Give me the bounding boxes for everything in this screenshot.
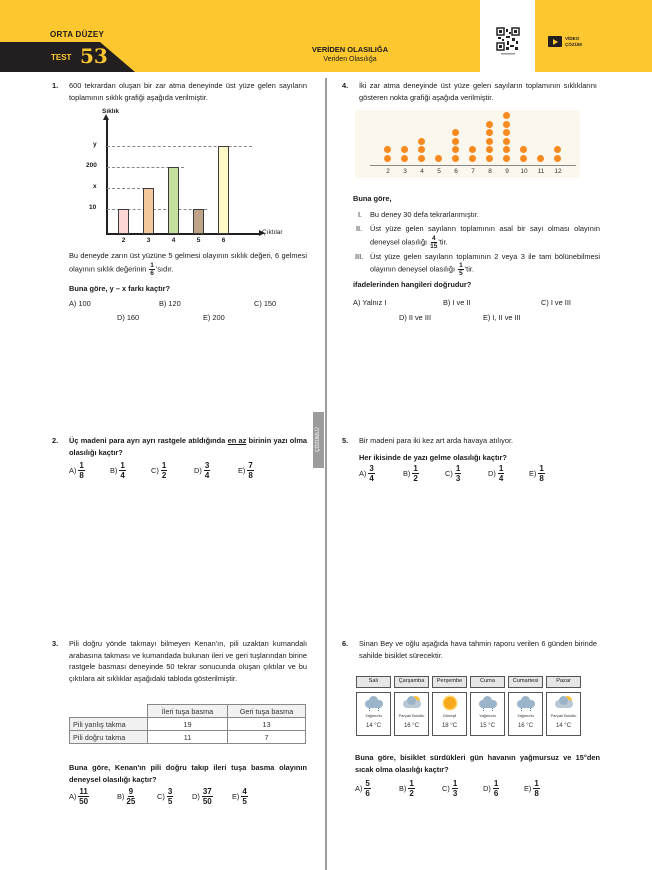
x-tick: 6: [454, 168, 458, 175]
statement-1: I. Bu deney 30 defa tekrarlanmıştır.: [358, 209, 479, 219]
option-a[interactable]: A) Yalnız I: [353, 297, 387, 307]
data-dot: [418, 155, 425, 162]
page-title: VERİDEN OLASILIĞA: [311, 45, 389, 54]
question-text: Sinan Bey ve oğlu aşağıda hava tahmin raporu verilen 6 günden birinde sahilde bisiklet sürecektir.: [359, 639, 597, 660]
data-dot: [520, 155, 527, 162]
option-a[interactable]: A) $\frac{11}{50}$: [69, 787, 89, 806]
partly-cloudy-icon: [552, 696, 576, 710]
day-label: Çarşamba: [394, 676, 429, 688]
x-tick: 12: [554, 168, 562, 175]
bar-6: [218, 146, 229, 234]
rain-cloud-icon: [362, 696, 386, 710]
side-tab: ÇÖZÜMLÜ: [313, 412, 324, 468]
partly-cloudy-icon: [400, 696, 424, 710]
option-c[interactable]: C) 150: [254, 299, 277, 308]
data-dot: [401, 155, 408, 162]
rain-cloud-icon: [514, 696, 538, 710]
x-tick: 7: [471, 168, 475, 175]
info-text: Bu deneyde zarın üst yüzüne 5 gelmesi olayının sıklık değeri, 6 gelmesi olayının sıklık değerinin: [69, 251, 307, 273]
question-prompt: ifadelerinden hangileri doğrudur?: [353, 280, 472, 289]
day-label: Salı: [356, 676, 391, 688]
option-e[interactable]: E) I, II ve III: [483, 312, 521, 322]
data-dot: [554, 155, 561, 162]
question-text: İki zar atma deneyinde üst yüze gelen sayıların toplamının sıklıklarını gösteren nokta grafiği aşağıda verilmiştir.: [359, 81, 597, 102]
frequency-bar-chart: [84, 110, 284, 245]
option-d[interactable]: D) $\frac{37}{50}$: [192, 787, 212, 806]
question-6-prompt: [355, 752, 600, 798]
x-tick: 4: [171, 237, 176, 244]
option-d[interactable]: D) $\frac{3}{4}$: [194, 461, 210, 480]
question-number: 3.: [52, 639, 59, 648]
data-dot: [452, 138, 459, 145]
statement-2: II. Üst yüze gelen sayıların toplamının asal bir sayı olması olayının deneysel olasılığı $\frac{4}{15}$ 'tir.: [356, 224, 600, 250]
weather-day: Cuma Yağmurlu 15 °C: [470, 676, 505, 736]
data-dot: [503, 112, 510, 119]
data-dot: [503, 121, 510, 128]
question-number: 2.: [52, 436, 59, 445]
option-e[interactable]: E) $\frac{4}{5}$: [232, 787, 247, 806]
answer-options: [69, 787, 307, 806]
data-dot: [503, 146, 510, 153]
table-cell: 19: [148, 718, 228, 731]
option-b[interactable]: B) $\frac{1}{2}$: [403, 464, 418, 483]
table-cell: 11: [148, 731, 228, 744]
table-row: [70, 718, 306, 731]
question-text: Üç madeni para ayrı ayrı rastgele atıldığında en az birinin yazı olma olasılığı kaçtır?: [69, 436, 308, 457]
question-prompt: Buna göre, y – x farkı kaçtır?: [69, 283, 171, 293]
column-header: Geri tuşa basma: [228, 705, 306, 718]
question-prompt: Buna göre, Kenan'ın pili doğru takıp ileri tuşa basma olayının deneysel olasılığı kaçtır?: [69, 763, 307, 784]
option-d[interactable]: D) $\frac{1}{6}$: [483, 779, 499, 798]
x-axis: [370, 165, 576, 166]
dot-plot-chart: [355, 110, 580, 178]
data-dot: [384, 155, 391, 162]
option-e[interactable]: E) $\frac{7}{8}$: [238, 461, 253, 480]
fraction: $\frac{1}{5}$: [459, 262, 463, 277]
question-text: 600 tekrardan oluşan bir zar atma deneyinde üst yüze gelen sayıların toplamının sıklık grafiği aşağıda verilmiştir.: [69, 81, 307, 102]
option-b[interactable]: B) 120: [159, 299, 181, 308]
x-tick: 6: [221, 237, 226, 244]
test-number: 53: [80, 44, 108, 68]
option-d[interactable]: D) 160: [117, 313, 140, 322]
answer-options: [69, 298, 307, 328]
question-1: [52, 80, 307, 103]
question-prompt: Her ikisinde de yazı gelme olasılığı kaçtır?: [359, 452, 507, 462]
question-3-prompt: [69, 762, 307, 806]
day-label: Cumartesi: [508, 676, 543, 688]
qr-box: [480, 0, 535, 72]
gridline: [107, 146, 252, 147]
video-label-line1: VİDEO: [565, 36, 580, 41]
option-b[interactable]: B) I ve II: [443, 297, 471, 307]
data-dot: [435, 155, 442, 162]
data-dot: [503, 155, 510, 162]
answer-options: [359, 464, 597, 483]
answer-options: [355, 779, 600, 798]
question-number: 6.: [342, 639, 349, 648]
data-dot: [486, 138, 493, 145]
data-dot: [503, 129, 510, 136]
option-c[interactable]: C) $\frac{1}{3}$: [445, 464, 461, 483]
option-a[interactable]: A) $\frac{5}{6}$: [355, 779, 370, 798]
option-e[interactable]: E) 200: [203, 313, 225, 322]
answer-options: [69, 461, 307, 480]
weather-day: Pazar Parçalı Bulutlu 14 °C: [546, 676, 581, 736]
statement-3: III. Üst yüze gelen sayıların toplamının 2 veya 3 ile tam bölünebilmesi olayının deneysel olasılığı $\frac{1}{5}$ 'tir.: [355, 251, 600, 277]
data-dot: [486, 121, 493, 128]
page-header: [0, 0, 652, 72]
option-c[interactable]: C) $\frac{1}{2}$: [151, 461, 167, 480]
data-dot: [452, 155, 459, 162]
question-3: [52, 638, 307, 684]
x-tick: 4: [420, 168, 424, 175]
data-dot: [554, 146, 561, 153]
question-text: Pili doğru yönde takmayı bilmeyen Kenan'ın, pili uzaktan kumandalı arabasına takması ve kumandada bulunan ileri ve geri tuşlarından birine rastgele basması deneyinde 50 tekrar sonucunda oluşan çıktılar ve bu çıktılara ait sıklıklar aşağıdaki tabloda gösterilmiştir.: [69, 639, 307, 683]
weather-day: Çarşamba Parçalı Bulutlu 16 °C: [394, 676, 429, 736]
y-axis: [106, 118, 108, 233]
weather-day: Perşembe Güneşli 18 °C: [432, 676, 467, 736]
column-divider: [325, 78, 327, 870]
table-cell: 13: [228, 718, 306, 731]
data-dot: [384, 146, 391, 153]
bar-4: [168, 167, 179, 234]
video-label-line2: ÇÖZÜM: [565, 41, 582, 47]
frequency-table: [69, 704, 306, 744]
row-header: Pili yanlış takma: [70, 718, 148, 731]
day-label: Perşembe: [432, 676, 467, 688]
data-dot: [418, 146, 425, 153]
x-axis-label: Çıktılar: [262, 229, 283, 236]
data-dot: [452, 129, 459, 136]
bar-5: [193, 209, 204, 234]
y-tick: y: [93, 141, 97, 148]
option-b[interactable]: B) $\frac{9}{25}$: [117, 787, 136, 806]
option-b[interactable]: B) $\frac{1}{2}$: [399, 779, 414, 798]
option-a[interactable]: A) 100: [69, 299, 91, 308]
x-tick: 9: [505, 168, 509, 175]
sun-icon: [438, 696, 462, 710]
bar-2: [118, 209, 129, 234]
option-c[interactable]: C) I ve III: [541, 297, 571, 307]
data-dot: [520, 146, 527, 153]
y-tick: 200: [86, 162, 97, 169]
data-dot: [418, 138, 425, 145]
video-solution-label: [565, 36, 582, 47]
option-a[interactable]: A) $\frac{3}{4}$: [359, 464, 374, 483]
data-dot: [486, 146, 493, 153]
page-subtitle: Veriden Olasılığa: [323, 56, 377, 63]
data-dot: [469, 155, 476, 162]
x-axis: [106, 233, 261, 235]
question-6: [342, 638, 597, 661]
answer-options: [353, 297, 600, 327]
column-header: İleri tuşa basma: [148, 705, 228, 718]
data-dot: [452, 146, 459, 153]
question-prompt: Buna göre, bisiklet sürdükleri gün havanın yağmursuz ve 15°den sıcak olma olasılığı kaçtır?: [355, 753, 600, 774]
option-a[interactable]: A) $\frac{1}{8}$: [69, 461, 84, 480]
question-number: 1.: [52, 81, 59, 90]
x-tick: 8: [488, 168, 492, 175]
bar-3: [143, 188, 154, 234]
day-label: Pazar: [546, 676, 581, 688]
weather-day: Cumartesi Yağmurlu 16 °C: [508, 676, 543, 736]
rain-cloud-icon: [476, 696, 500, 710]
data-dot: [401, 146, 408, 153]
table-cell: 7: [228, 731, 306, 744]
x-tick: 2: [121, 237, 126, 244]
option-e[interactable]: E) $\frac{1}{8}$: [524, 779, 539, 798]
question-4-statements: [355, 193, 600, 327]
fraction: $\frac{4}{15}$: [430, 234, 438, 250]
y-tick: x: [93, 183, 97, 190]
x-tick: 3: [146, 237, 151, 244]
x-tick: 5: [437, 168, 441, 175]
question-number: 4.: [342, 81, 349, 90]
y-tick: 10: [89, 204, 97, 211]
x-tick: 11: [537, 168, 545, 175]
option-c[interactable]: C) $\frac{3}{5}$: [157, 787, 173, 806]
data-dot: [469, 146, 476, 153]
option-b[interactable]: B) $\frac{1}{4}$: [110, 461, 125, 480]
row-header: Pili doğru takma: [70, 731, 148, 744]
gridline: [107, 188, 145, 189]
video-solution-button[interactable]: [548, 36, 582, 47]
option-d[interactable]: D) $\frac{1}{4}$: [488, 464, 504, 483]
option-c[interactable]: C) $\frac{1}{3}$: [442, 779, 458, 798]
question-1-info: Bu deneyde zarın üst yüzüne 5 gelmesi olayının sıklık değeri, 6 gelmesi olayının sıklık değerinin $\frac{1}{6}$ 'sıdır. Buna göre, y – x farkı kaçtır? A) 100 B) 120 C) 150 D) 160 E) 200: [69, 250, 307, 328]
test-label: TEST: [51, 53, 72, 62]
data-dot: [537, 155, 544, 162]
lead-text: Buna göre,: [353, 194, 392, 203]
weather-day: Salı Yağmurlu 14 °C: [356, 676, 391, 736]
data-dot: [486, 129, 493, 136]
x-tick: 2: [386, 168, 390, 175]
table-row: [70, 731, 306, 744]
data-dot: [486, 155, 493, 162]
question-number: 5.: [342, 436, 349, 445]
fraction: $\frac{1}{6}$: [150, 261, 154, 277]
qr-code-icon[interactable]: [496, 27, 520, 57]
question-5: [342, 435, 597, 483]
x-tick: 10: [520, 168, 528, 175]
option-e[interactable]: E) $\frac{1}{8}$: [529, 464, 544, 483]
play-icon: [548, 36, 562, 47]
x-tick: 3: [403, 168, 407, 175]
data-dot: [503, 138, 510, 145]
y-axis-label: Sıklık: [102, 108, 119, 115]
x-tick: 5: [196, 237, 201, 244]
option-d[interactable]: D) II ve III: [399, 312, 431, 322]
day-label: Cuma: [470, 676, 505, 688]
question-text: Bir madeni para iki kez art arda havaya atılıyor.: [359, 436, 514, 445]
question-2: [52, 435, 307, 480]
weather-forecast: [356, 676, 581, 736]
difficulty-level: ORTA DÜZEY: [50, 30, 105, 39]
question-4: [342, 80, 597, 103]
